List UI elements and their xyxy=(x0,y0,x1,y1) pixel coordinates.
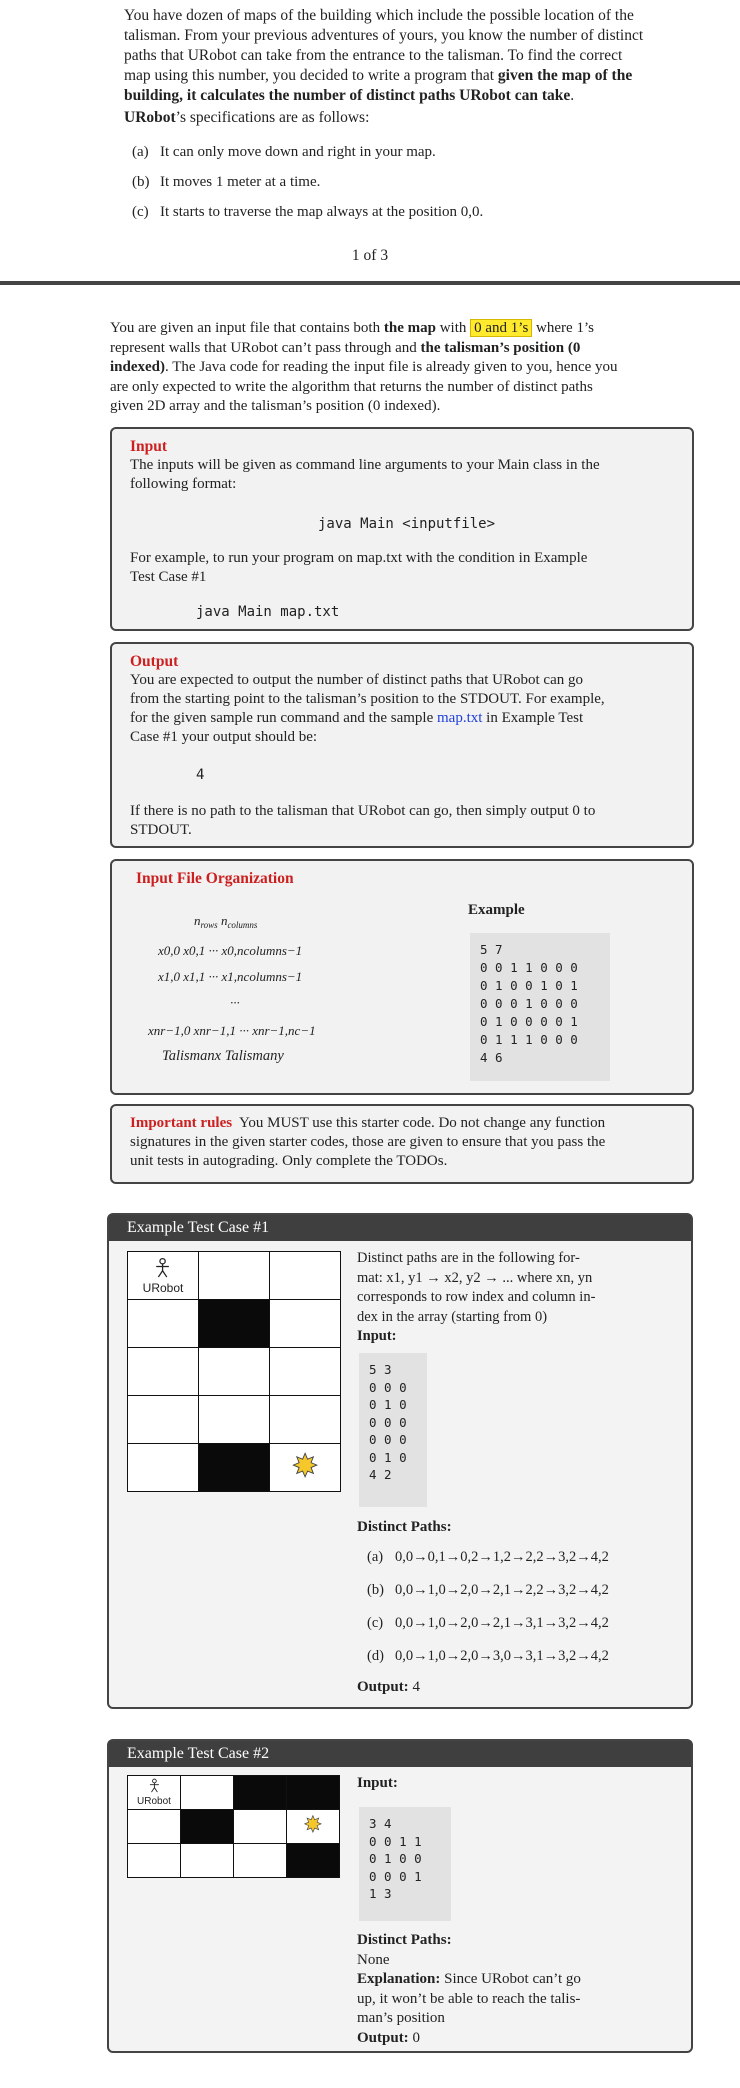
tc2-result xyxy=(357,1931,647,2048)
desc-line: mat: x1, y1 → x2, y2 → ... where xn, yn xyxy=(357,1269,593,1286)
intro-line: paths that URobot can take from the entrance to the talisman. To find the correct xyxy=(124,47,623,64)
explanation-text: Since URobot can’t go xyxy=(444,1971,581,1987)
talisman-icon xyxy=(303,1814,323,1834)
test-case-2 xyxy=(107,1739,693,2053)
highlight: 0 and 1’s xyxy=(470,319,532,337)
intro-bold: building, it calculates the number of distinct paths URobot can take xyxy=(124,87,571,104)
dims-sub: rows xyxy=(200,920,218,930)
code-line: 0 1 0 0 1 0 1 xyxy=(480,978,578,993)
list-item xyxy=(132,172,483,202)
code-line: 0 0 0 xyxy=(369,1432,407,1447)
list-item xyxy=(367,1582,609,1615)
intro-text: are only expected to write the algorithm that returns the number of distinct paths xyxy=(110,378,593,395)
code-line: 0 1 0 xyxy=(369,1397,407,1412)
list-item xyxy=(367,1648,609,1681)
grid-cell xyxy=(128,1776,181,1810)
output-label: Output: xyxy=(357,1679,409,1695)
box-text: If there is no path to the talisman that URobot can go, then simply output 0 to xyxy=(130,803,596,819)
page-divider xyxy=(0,281,740,285)
grid-row xyxy=(128,1810,340,1844)
grid-map xyxy=(127,1775,340,1878)
dims-sub: columns xyxy=(227,920,258,930)
intro-line: map using this number, you decided to write a program that xyxy=(124,67,495,84)
map-link[interactable]: map.txt xyxy=(437,710,483,726)
input-box xyxy=(110,427,694,631)
item-label: (d) xyxy=(367,1648,384,1664)
grid-row xyxy=(128,1300,341,1348)
list-item xyxy=(132,142,483,172)
code-line: 0 0 0 1 xyxy=(369,1868,422,1884)
box-text: in Example Test xyxy=(486,710,584,726)
intro-line: You have dozen of maps of the building which include the possible location of the xyxy=(124,7,634,24)
item-text: It starts to traverse the map always at the position 0,0. xyxy=(160,204,484,220)
item-text: It can only move down and right in your map. xyxy=(160,144,436,160)
output-label: Output: xyxy=(357,2029,409,2046)
list-item xyxy=(367,1615,609,1648)
wall-cell xyxy=(199,1300,270,1348)
wall-cell xyxy=(234,1776,287,1810)
org-row: x0,0 x0,1 ··· x0,ncolumns−1 xyxy=(158,943,303,958)
item-label: (a) xyxy=(132,144,149,160)
org-row: xnr−1,0 xnr−1,1 ··· xnr−1,nc−1 xyxy=(148,1023,316,1038)
code-command: java Main map.txt xyxy=(196,604,340,620)
grid-cell xyxy=(234,1844,287,1878)
dims-n: n xyxy=(217,913,228,928)
box-text: Test Case #1 xyxy=(130,569,207,585)
intro-text: given 2D array and the talisman’s position (0 indexed). xyxy=(110,398,441,414)
grid-row xyxy=(128,1444,341,1492)
output-value: 4 xyxy=(412,1679,420,1695)
org-dims xyxy=(194,911,257,935)
grid-cell xyxy=(128,1348,199,1396)
example-title: Example xyxy=(468,902,525,918)
grid-cell xyxy=(199,1396,270,1444)
tc1-output xyxy=(357,1679,420,1696)
code-line: 0 0 0 1 0 0 0 xyxy=(480,996,578,1011)
intro-paragraph xyxy=(124,6,710,106)
dims-n: n xyxy=(194,913,201,928)
grid-row xyxy=(128,1844,340,1878)
intro-text: represent walls that URobot can’t pass through and xyxy=(110,339,417,356)
tc1-description xyxy=(357,1249,637,1347)
tc2-input-code xyxy=(359,1807,451,1921)
list-item xyxy=(367,1549,609,1582)
grid-cell xyxy=(234,1810,287,1844)
wall-cell xyxy=(287,1844,340,1878)
code-line: 1 3 xyxy=(369,1886,392,1901)
item-label: (c) xyxy=(367,1615,384,1631)
code-line: 0 1 0 0 xyxy=(369,1851,422,1866)
org-row: Talismanx Talismany xyxy=(162,1048,284,1064)
code-line: 0 0 1 1 xyxy=(369,1833,422,1849)
code-line: 3 4 xyxy=(369,1816,392,1831)
intro-text: . The Java code for reading the input file is already given to you, hence you xyxy=(165,359,618,375)
box-text: You MUST use this starter code. Do not change any function xyxy=(239,1115,606,1131)
grid-map xyxy=(127,1251,341,1492)
box-text: Case #1 your output should be: xyxy=(130,729,318,745)
paths-label: Distinct Paths: xyxy=(357,1519,452,1535)
robot-label: URobot xyxy=(137,1795,171,1807)
grid-row xyxy=(128,1252,341,1300)
box-text: STDOUT. xyxy=(130,822,192,838)
grid-cell xyxy=(199,1348,270,1396)
item-label: (a) xyxy=(367,1549,384,1565)
grid-cell xyxy=(287,1810,340,1844)
code-line: 0 0 0 xyxy=(369,1379,407,1395)
intro-bold: given the map of the xyxy=(497,67,633,84)
item-text: 0,0→1,0→2,0→2,1→2,2→3,2→4,2 xyxy=(395,1582,609,1598)
code-line: 0 1 0 0 0 0 1 xyxy=(480,1014,578,1029)
grid-cell xyxy=(128,1252,199,1300)
box-text: For example, to run your program on map.txt with the condition in Example xyxy=(130,550,588,566)
spec-bold: URobot xyxy=(124,109,176,126)
grid-cell xyxy=(128,1396,199,1444)
output-box xyxy=(110,642,694,848)
input-title: Input xyxy=(130,438,168,455)
org-row: ··· xyxy=(230,995,240,1010)
desc-line: Distinct paths are in the following for- xyxy=(357,1250,580,1266)
code-line: 0 1 0 xyxy=(369,1449,407,1465)
explanation-text: man’s position xyxy=(357,2010,445,2026)
code-line: 0 0 0 xyxy=(369,1414,407,1430)
code-command: java Main <inputfile> xyxy=(318,516,496,532)
intro-bold: indexed) xyxy=(110,359,166,375)
box-text: The inputs will be given as command line arguments to your Main class in the xyxy=(130,457,600,473)
intro-bold: the map xyxy=(383,320,436,336)
paths-label: Distinct Paths: xyxy=(357,1932,452,1948)
grid-cell xyxy=(270,1444,341,1492)
desc-line: corresponds to row index and column in- xyxy=(357,1289,596,1305)
intro-text: where 1’s xyxy=(536,320,594,336)
rules-box xyxy=(110,1104,694,1184)
test-case-header: Example Test Case #1 xyxy=(109,1215,691,1241)
box-text: unit tests in autograding. Only complete the TODOs. xyxy=(130,1153,448,1169)
intro-bold: the talisman’s position (0 xyxy=(420,339,581,356)
item-text: It moves 1 meter at a time. xyxy=(160,174,321,190)
wall-cell xyxy=(199,1444,270,1492)
code-line: 4 2 xyxy=(369,1467,392,1482)
intro-text: with xyxy=(439,320,467,336)
wall-cell xyxy=(287,1776,340,1810)
intro-line: talisman. From your previous adventures of yours, you know the number of distinct xyxy=(124,27,644,44)
tc1-input-code xyxy=(359,1353,427,1507)
item-text: 0,0→1,0→2,0→3,0→3,1→3,2→4,2 xyxy=(395,1648,609,1664)
page2-intro xyxy=(110,319,696,417)
explanation-text: up, it won’t be able to reach the talis- xyxy=(357,1990,581,2007)
org-box xyxy=(110,859,694,1095)
input-label: Input: xyxy=(357,1775,398,1791)
box-text: for the given sample run command and the sample xyxy=(130,710,434,726)
item-text: 0,0→0,1→0,2→1,2→2,2→3,2→4,2 xyxy=(395,1549,609,1565)
intro-text: You are given an input file that contains both xyxy=(110,320,381,336)
list-item xyxy=(132,202,483,232)
grid-cell xyxy=(270,1396,341,1444)
test-case-1 xyxy=(107,1213,693,1709)
grid-row xyxy=(128,1776,340,1810)
desc-line: dex in the array (starting from 0) xyxy=(357,1308,548,1325)
code-line: 0 0 1 1 0 0 0 xyxy=(480,960,578,975)
spec-heading xyxy=(124,108,710,128)
explanation-label: Explanation: xyxy=(357,1971,441,1987)
grid-cell xyxy=(181,1776,234,1810)
paths-list xyxy=(367,1549,609,1681)
box-text: following format: xyxy=(130,476,237,492)
code-line: 5 3 xyxy=(369,1362,392,1377)
item-text: 0,0→1,0→2,0→2,1→3,1→3,2→4,2 xyxy=(395,1615,609,1631)
grid-row xyxy=(128,1396,341,1444)
paths-value: None xyxy=(357,1951,390,1968)
intro-period: . xyxy=(570,87,575,104)
grid-cell xyxy=(270,1300,341,1348)
box-text: You are expected to output the number of distinct paths that URobot can go xyxy=(130,672,583,688)
robot-icon xyxy=(147,1778,162,1793)
org-row: x1,0 x1,1 ··· x1,ncolumns−1 xyxy=(158,969,303,984)
grid-cell xyxy=(270,1252,341,1300)
grid-cell xyxy=(128,1844,181,1878)
grid-cell xyxy=(270,1348,341,1396)
rules-title: Important rules xyxy=(130,1115,233,1131)
grid-cell xyxy=(128,1300,199,1348)
test-case-header: Example Test Case #2 xyxy=(109,1741,691,1767)
grid-cell xyxy=(199,1252,270,1300)
wall-cell xyxy=(181,1810,234,1844)
box-text: from the starting point to the talisman’s position to the STDOUT. For example, xyxy=(130,691,605,707)
item-label: (b) xyxy=(132,174,150,190)
spec-list xyxy=(132,142,483,232)
grid-row xyxy=(128,1348,341,1396)
box-text: signatures in the given starter codes, those are given to ensure that you pass the xyxy=(130,1134,606,1150)
grid-cell xyxy=(128,1444,199,1492)
page-1 xyxy=(0,0,740,282)
output-value: 0 xyxy=(412,2029,420,2046)
item-label: (c) xyxy=(132,204,149,220)
input-label: Input: xyxy=(357,1328,397,1344)
spec-rest: ’s specifications are as follows: xyxy=(175,109,370,126)
grid-cell xyxy=(181,1844,234,1878)
org-title: Input File Organization xyxy=(136,870,294,887)
output-title: Output xyxy=(130,653,179,670)
code-line: 4 6 xyxy=(480,1050,503,1065)
robot-icon xyxy=(152,1257,173,1278)
example-code xyxy=(470,933,610,1081)
code-output: 4 xyxy=(196,767,205,783)
item-label: (b) xyxy=(367,1582,384,1598)
grid-cell xyxy=(128,1810,181,1844)
code-line: 5 7 xyxy=(480,942,503,957)
code-line: 0 1 1 1 0 0 0 xyxy=(480,1032,578,1047)
page-number: 1 of 3 xyxy=(351,247,389,264)
robot-label: URobot xyxy=(142,1281,184,1296)
talisman-icon xyxy=(291,1451,319,1479)
